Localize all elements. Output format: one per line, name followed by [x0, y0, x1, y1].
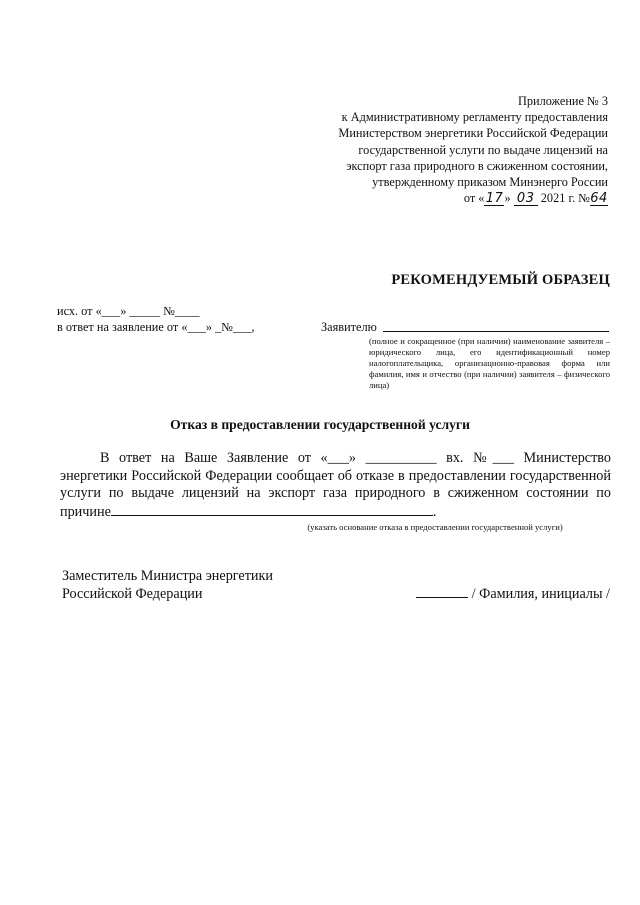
order-prefix: от «: [463, 191, 485, 206]
signature-fill-line: [416, 585, 468, 598]
reason-fill-line: [111, 503, 433, 516]
sample-title: РЕКОМЕНДУЕМЫЙ ОБРАЗЕЦ: [391, 272, 610, 288]
signatory-block: [62, 567, 273, 603]
order-date-line: [288, 190, 608, 206]
signature-block: [416, 585, 610, 603]
appendix-line-2: Министерством энергетики Российской Федерации: [338, 126, 608, 141]
appendix-line-4: экспорт газа природного в сжиженном состоянии,: [346, 158, 608, 173]
body-text: В ответ на Ваше Заявление от «___» __________ вх. №___ Министерство энергетики Российской Федерации сообщает об отказе в предоставлении государственной услуги по выдаче лицензий на экспорт газа природного в сжиженном состоянии по причине: [60, 450, 611, 520]
order-mid: »: [504, 191, 511, 206]
appendix-line-1: к Административному регламенту предоставления: [341, 110, 608, 125]
signatory-line-2: Российской Федерации: [62, 586, 203, 602]
appendix-line-3: государственной услуги по выдаче лицензий на: [358, 142, 608, 157]
signatory-line-1: Заместитель Министра энергетики: [62, 568, 273, 584]
signature-name: / Фамилия, инициалы /: [471, 586, 610, 602]
applicant-label: Заявителю: [321, 320, 377, 334]
applicant-fill-line: [383, 331, 609, 332]
order-day-handwritten: 17: [485, 191, 504, 207]
outgoing-ref: исх. от «___» _____ №____: [57, 304, 200, 318]
body-end: .: [432, 503, 437, 520]
reason-note: (указать основание отказа в предоставлении государственной услуги): [307, 522, 563, 532]
order-year: 2021 г. №: [540, 191, 590, 206]
document-heading: Отказ в предоставлении государственной услуги: [170, 417, 470, 432]
appendix-title: Приложение № 3: [517, 94, 608, 108]
order-month-handwritten: 03: [514, 192, 538, 206]
applicant-note: (полное и сокращенное (при наличии) наименование заявителя – юридического лица, его идентификационный номер налогоплательщика, организационно-правовая форма или фамилия, имя и отчество (при наличии) заявителя – физического лица): [369, 336, 610, 391]
reference-block: [57, 304, 255, 335]
order-number-handwritten: 64: [590, 191, 608, 207]
body-paragraph: [60, 450, 611, 521]
appendix-line-5: утвержденному приказом Минэнерго России: [372, 175, 608, 190]
appendix-block: [288, 93, 608, 206]
reply-ref: в ответ на заявление от «___» _№___,: [57, 319, 255, 334]
